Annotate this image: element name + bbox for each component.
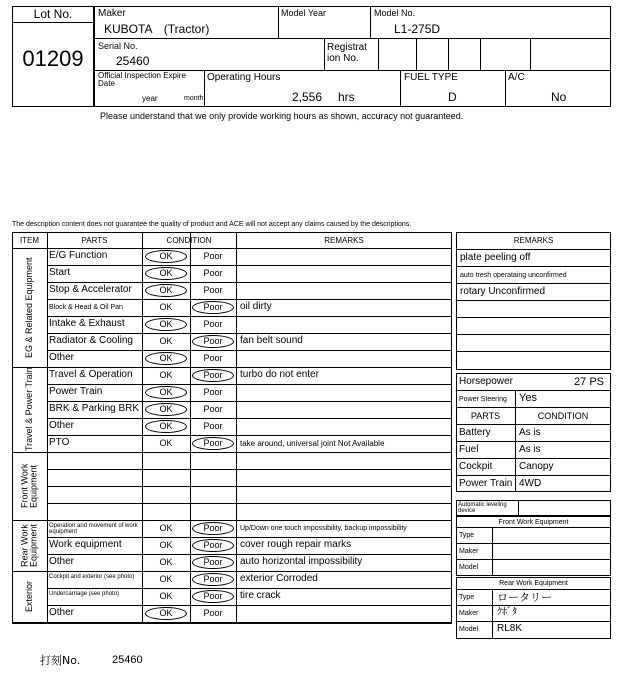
divider bbox=[456, 283, 611, 284]
remark-text: oil dirty bbox=[240, 301, 272, 312]
parts-header: PARTS bbox=[470, 411, 501, 421]
remark-text: cover rough repair marks bbox=[240, 539, 352, 550]
divider bbox=[456, 527, 611, 528]
divider bbox=[47, 588, 452, 589]
divider bbox=[47, 232, 48, 624]
hours-value: 2,556 bbox=[292, 90, 323, 104]
ok-label: OK bbox=[159, 591, 173, 601]
poor-circle-mark bbox=[192, 573, 234, 586]
ok-label: OK bbox=[159, 404, 173, 414]
part-label: Stop & Accelerator bbox=[49, 284, 132, 295]
spec-label: Battery bbox=[459, 427, 491, 438]
poor-label: Poor bbox=[203, 421, 223, 431]
divider bbox=[47, 435, 452, 436]
part-label: PTO bbox=[49, 437, 70, 448]
remark-line: auto tresh operataing unconfirmed bbox=[460, 272, 567, 279]
remark-text: auto horizontal impossibility bbox=[240, 556, 363, 567]
ok-label: OK bbox=[159, 557, 173, 567]
divider bbox=[456, 559, 611, 560]
ok-label: OK bbox=[159, 285, 173, 295]
ok-circle-mark bbox=[145, 386, 187, 399]
spec-label: Power Train bbox=[459, 478, 513, 489]
part-label: Block & Head & Oil Pan bbox=[49, 304, 123, 311]
divider bbox=[47, 401, 452, 402]
divider bbox=[456, 351, 611, 352]
divider bbox=[47, 282, 452, 283]
rear-type-label: Type bbox=[459, 594, 475, 601]
divider bbox=[12, 571, 452, 572]
front-work-header: Front Work Equipment bbox=[498, 519, 569, 526]
divider bbox=[47, 554, 452, 555]
poor-label: Poor bbox=[203, 540, 223, 550]
divider bbox=[456, 475, 611, 476]
steering-label: Power Steering bbox=[459, 396, 507, 403]
poor-label: Poor bbox=[203, 285, 223, 295]
ok-label: OK bbox=[159, 336, 173, 346]
divider bbox=[456, 441, 611, 442]
disclaimer: The description content does not guarantee the quality of product and ACE will not accept any claims caused by the descriptions. bbox=[12, 221, 412, 228]
ok-label: OK bbox=[159, 421, 173, 431]
rear-work-header: Rear Work Equipment bbox=[499, 580, 568, 587]
divider bbox=[204, 70, 205, 107]
part-label: Travel & Operation bbox=[49, 369, 133, 380]
ok-label: OK bbox=[159, 353, 173, 363]
remark-line: plate peeling off bbox=[460, 252, 531, 263]
poor-label: Poor bbox=[203, 591, 223, 601]
model-no-value: L1-275D bbox=[394, 22, 441, 36]
divider bbox=[47, 333, 452, 334]
ok-circle-mark bbox=[145, 267, 187, 280]
group-label: Travel & Power Train bbox=[24, 367, 34, 452]
divider bbox=[456, 543, 611, 544]
poor-circle-mark bbox=[192, 369, 234, 382]
stamp-label: 打刻No. bbox=[40, 654, 81, 667]
divider bbox=[324, 38, 325, 70]
part-label: Other bbox=[49, 352, 75, 363]
poor-label: Poor bbox=[203, 353, 223, 363]
ok-circle-mark bbox=[145, 420, 187, 433]
rear-model-value: RL8K bbox=[497, 623, 523, 634]
year-label: year bbox=[142, 94, 158, 103]
divider bbox=[456, 424, 611, 425]
divider bbox=[456, 266, 611, 267]
part-label: Other bbox=[49, 420, 75, 431]
group-label: Rear Work Equipment bbox=[19, 523, 39, 568]
divider bbox=[12, 520, 452, 521]
divider bbox=[480, 38, 481, 70]
divider bbox=[12, 22, 94, 23]
poor-label: Poor bbox=[203, 336, 223, 346]
front-maker-label: Maker bbox=[459, 548, 479, 555]
hours-notice: Please understand that we only provide working hours as shown, accuracy not guaranteed. bbox=[100, 111, 464, 121]
inspection-label: Official Inspection Expire Date bbox=[98, 71, 186, 89]
group-label: Exterior bbox=[24, 581, 34, 613]
divider bbox=[47, 265, 452, 266]
part-label: Cockpit and exterior (see photo) bbox=[49, 574, 135, 580]
maker-value: KUBOTA (Tractor) bbox=[104, 22, 210, 36]
divider bbox=[416, 38, 417, 70]
model-year-label: Model Year bbox=[281, 8, 327, 18]
divider bbox=[400, 70, 401, 107]
divider bbox=[456, 621, 611, 622]
front-type-label: Type bbox=[459, 532, 475, 539]
divider bbox=[12, 248, 452, 249]
poor-label: Poor bbox=[203, 370, 223, 380]
divider bbox=[456, 605, 611, 606]
rear-type-value: ロータリー bbox=[497, 591, 552, 604]
part-label: Operation and movement of work equipment bbox=[49, 523, 138, 536]
ok-label: OK bbox=[159, 387, 173, 397]
divider bbox=[456, 589, 611, 590]
part-label: Other bbox=[49, 556, 75, 567]
spec-value: Canopy bbox=[519, 461, 554, 472]
ok-label: OK bbox=[159, 438, 173, 448]
spec-value: As is bbox=[519, 427, 541, 438]
spec-label: Fuel bbox=[459, 444, 479, 455]
part-label: E/G Function bbox=[49, 250, 108, 261]
steering-value: Yes bbox=[519, 392, 537, 404]
stamp-value: 25460 bbox=[112, 654, 143, 666]
divider bbox=[515, 390, 516, 492]
ok-circle-mark bbox=[145, 607, 187, 620]
poor-circle-mark bbox=[192, 556, 234, 569]
poor-circle-mark bbox=[192, 301, 234, 314]
part-label: Work equipment bbox=[49, 539, 122, 550]
poor-label: Poor bbox=[203, 387, 223, 397]
poor-circle-mark bbox=[192, 437, 234, 450]
divider bbox=[47, 486, 452, 487]
divider bbox=[492, 527, 493, 576]
spec-value: 4WD bbox=[519, 478, 542, 489]
remark-text: tire crack bbox=[240, 590, 281, 601]
divider bbox=[378, 38, 379, 70]
poor-label: Poor bbox=[203, 251, 223, 261]
poor-label: Poor bbox=[203, 557, 223, 567]
rear-maker-value: ｸﾎﾞﾀ bbox=[497, 607, 517, 618]
remark-text: exterior Corroded bbox=[240, 573, 318, 584]
month-label: month bbox=[184, 95, 204, 102]
poor-label: Poor bbox=[203, 574, 223, 584]
poor-label: Poor bbox=[203, 523, 223, 533]
header-item: ITEM bbox=[19, 236, 40, 245]
divider bbox=[456, 334, 611, 335]
part-label: Start bbox=[49, 267, 71, 278]
divider bbox=[47, 469, 452, 470]
divider bbox=[47, 316, 452, 317]
header-parts: PARTS bbox=[81, 236, 108, 245]
group-label: EG & Related Equipment bbox=[24, 257, 34, 358]
maker-label: Maker bbox=[98, 8, 126, 19]
ok-label: OK bbox=[159, 370, 173, 380]
ac-label: A/C bbox=[508, 72, 525, 83]
ok-label: OK bbox=[159, 608, 173, 618]
divider bbox=[492, 589, 493, 639]
ac-value: No bbox=[551, 90, 567, 104]
divider bbox=[47, 350, 452, 351]
leveling-label: Automatic leveling device bbox=[458, 502, 507, 515]
poor-circle-mark bbox=[192, 539, 234, 552]
divider bbox=[47, 418, 452, 419]
fuel-label: FUEL TYPE bbox=[404, 72, 458, 83]
group-label: Front Work Equipment bbox=[19, 463, 39, 509]
front-model-label: Model bbox=[459, 564, 479, 571]
divider bbox=[12, 452, 452, 453]
divider bbox=[456, 407, 611, 408]
poor-circle-mark bbox=[192, 335, 234, 348]
ok-label: OK bbox=[159, 268, 173, 278]
part-label: Other bbox=[49, 607, 75, 618]
header-remarks: REMARKS bbox=[324, 236, 364, 245]
serial-value: 25460 bbox=[116, 54, 150, 68]
poor-label: Poor bbox=[203, 438, 223, 448]
lot-number: 01209 bbox=[22, 46, 84, 71]
part-label: Radiator & Cooling bbox=[49, 335, 133, 346]
divider bbox=[505, 70, 506, 107]
part-label: Undercarriage (see photo) bbox=[49, 591, 120, 597]
remark-text: Up/Down one touch impossibility, backup impossibility bbox=[240, 525, 407, 532]
divider bbox=[456, 317, 611, 318]
poor-label: Poor bbox=[203, 404, 223, 414]
divider bbox=[12, 622, 452, 623]
poor-circle-mark bbox=[192, 590, 234, 603]
ok-circle-mark bbox=[145, 284, 187, 297]
ok-circle-mark bbox=[145, 403, 187, 416]
serial-label: Serial No. bbox=[98, 41, 138, 51]
divider bbox=[278, 6, 279, 38]
hours-label: Operating Hours bbox=[207, 72, 281, 83]
remark-text: turbo do not enter bbox=[240, 369, 319, 380]
remarks-header: REMARKS bbox=[513, 236, 554, 245]
divider bbox=[530, 38, 531, 70]
ok-label: OK bbox=[159, 523, 173, 533]
horsepower-value: 27 PS bbox=[574, 376, 604, 388]
remark-line: rotary Unconfirmed bbox=[460, 286, 546, 297]
ok-label: OK bbox=[159, 319, 173, 329]
divider bbox=[518, 500, 519, 516]
divider bbox=[94, 38, 611, 39]
poor-label: Poor bbox=[203, 302, 223, 312]
divider bbox=[47, 503, 452, 504]
registration-label: Registrat ion No. bbox=[327, 42, 368, 64]
lot-label: Lot No. bbox=[33, 7, 73, 21]
spec-value: As is bbox=[519, 444, 541, 455]
ok-label: OK bbox=[159, 251, 173, 261]
model-no-label: Model No. bbox=[374, 8, 416, 18]
divider bbox=[47, 384, 452, 385]
divider bbox=[47, 605, 452, 606]
divider bbox=[456, 390, 611, 391]
divider bbox=[448, 38, 449, 70]
ok-label: OK bbox=[159, 302, 173, 312]
divider bbox=[12, 367, 452, 368]
remark-text: fan belt sound bbox=[240, 335, 303, 346]
rear-model-label: Model bbox=[459, 626, 479, 633]
part-label: Power Train bbox=[49, 386, 103, 397]
poor-label: Poor bbox=[203, 319, 223, 329]
divider bbox=[456, 300, 611, 301]
condition-header: CONDITION bbox=[537, 411, 589, 421]
part-label: Intake & Exhaust bbox=[49, 318, 125, 329]
poor-circle-mark bbox=[192, 522, 234, 535]
divider bbox=[456, 458, 611, 459]
ok-circle-mark bbox=[145, 318, 187, 331]
remark-text: take around, universal joint Not Available bbox=[240, 439, 385, 448]
divider bbox=[47, 299, 452, 300]
part-label: BRK & Parking BRK bbox=[49, 403, 140, 414]
ok-circle-mark bbox=[145, 352, 187, 365]
poor-label: Poor bbox=[203, 608, 223, 618]
header-condition: CONDITION bbox=[166, 236, 212, 245]
poor-label: Poor bbox=[203, 268, 223, 278]
divider bbox=[47, 537, 452, 538]
divider bbox=[456, 249, 611, 250]
hours-unit: hrs bbox=[338, 90, 355, 104]
horsepower-label: Horsepower bbox=[459, 376, 513, 387]
rear-maker-label: Maker bbox=[459, 610, 479, 617]
fuel-value: D bbox=[448, 90, 457, 104]
divider bbox=[370, 6, 371, 38]
ok-label: OK bbox=[159, 540, 173, 550]
spec-label: Cockpit bbox=[459, 461, 493, 472]
ok-label: OK bbox=[159, 574, 173, 584]
ok-circle-mark bbox=[145, 250, 187, 263]
divider bbox=[236, 232, 237, 624]
